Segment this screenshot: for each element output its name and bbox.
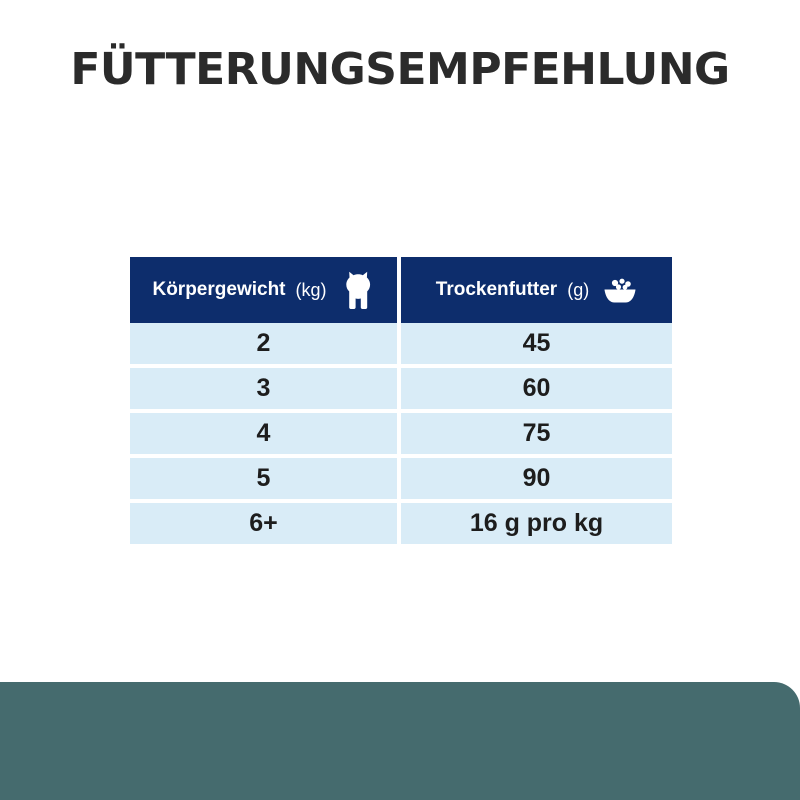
table-row: [130, 323, 672, 368]
table-row: [130, 413, 672, 458]
column-header-dryfood-unit: (g): [567, 279, 590, 300]
food-bowl-icon: [603, 270, 637, 310]
table-header: [130, 257, 672, 323]
cat-silhouette-icon: [341, 270, 375, 310]
table-row: [130, 368, 672, 413]
cell-bodyweight: 5: [130, 458, 401, 503]
footer-band: [0, 682, 800, 800]
table-row: [130, 503, 672, 544]
feeding-table-container: [130, 257, 672, 544]
cell-dryfood: 45: [401, 323, 672, 368]
column-header-bodyweight: [130, 257, 401, 323]
table-header-row: [130, 257, 672, 323]
column-header-dryfood: [401, 257, 672, 323]
feeding-table: [130, 257, 672, 544]
column-header-bodyweight-label: Körpergewicht: [152, 279, 286, 300]
cell-dryfood: 90: [401, 458, 672, 503]
page-title: FÜTTERUNGSEMPFEHLUNG: [70, 44, 730, 95]
cell-dryfood: 60: [401, 368, 672, 413]
column-header-bodyweight-unit: (kg): [295, 279, 327, 300]
cell-bodyweight: 3: [130, 368, 401, 413]
cell-bodyweight: 6+: [130, 503, 401, 544]
table-row: [130, 458, 672, 503]
cell-dryfood: 75: [401, 413, 672, 458]
cell-bodyweight: 4: [130, 413, 401, 458]
cell-dryfood: 16 g pro kg: [401, 503, 672, 544]
table-body: [130, 323, 672, 544]
cell-bodyweight: 2: [130, 323, 401, 368]
column-header-dryfood-label: Trockenfutter: [435, 279, 558, 300]
